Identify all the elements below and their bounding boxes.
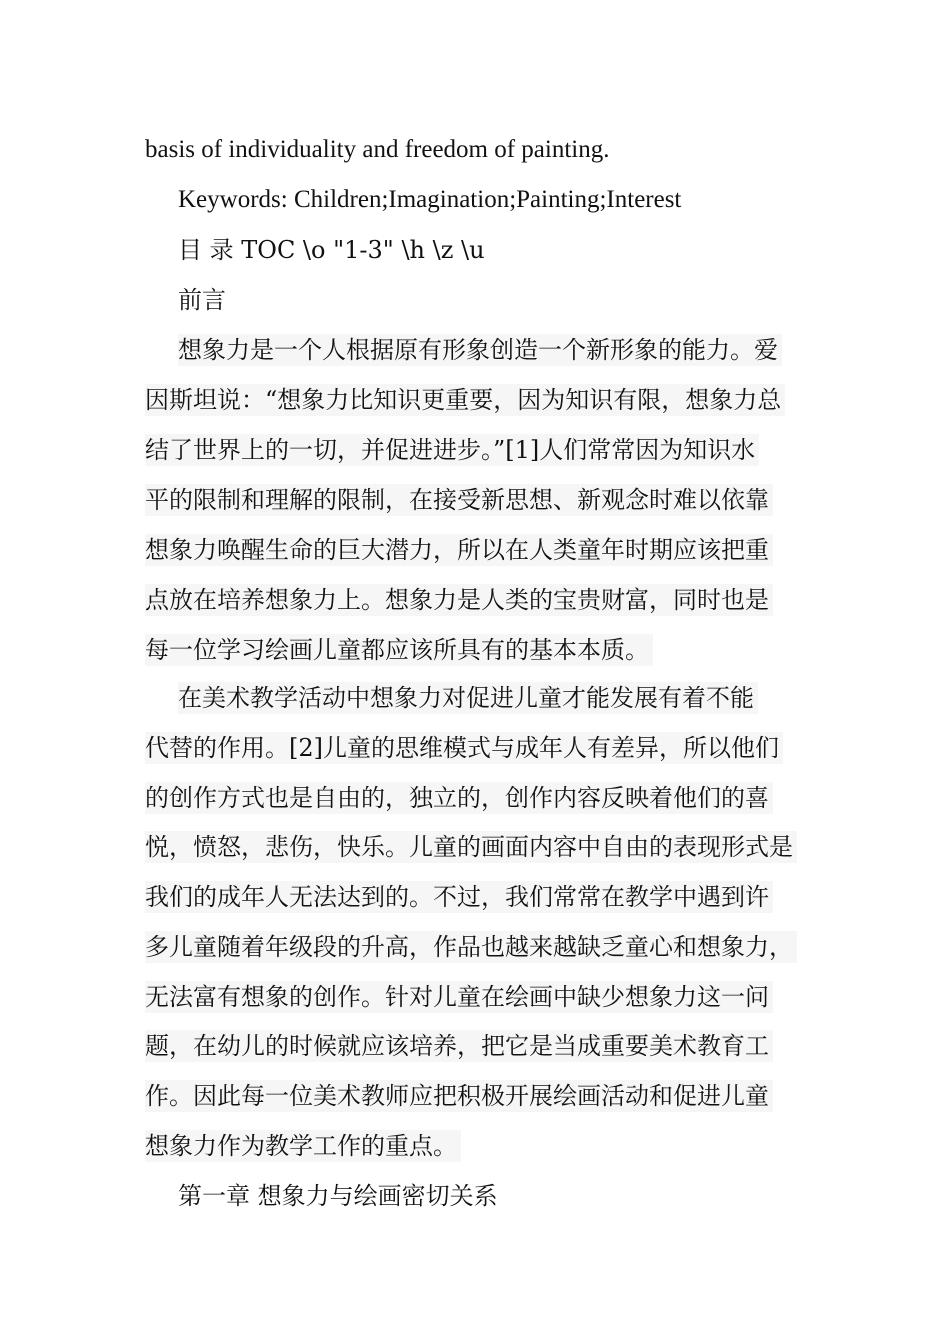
paragraph-line: 多儿童随着年级段的升高，作品也越来越缺乏童心和想象力， bbox=[145, 931, 797, 963]
preface-heading: 前言 bbox=[178, 286, 226, 314]
paragraph-line: 的创作方式也是自由的，独立的，创作内容反映着他们的喜 bbox=[145, 782, 773, 814]
paragraph-line: 题，在幼儿的时候就应该培养，把它是当成重要美术教育工 bbox=[145, 1030, 773, 1062]
toc-field-line: 目 录 TOC \o "1-3" \h \z \u bbox=[178, 236, 485, 264]
paragraph-line: 每一位学习绘画儿童都应该所具有的基本本质。 bbox=[145, 634, 653, 666]
paragraph-line: 在美术教学活动中想象力对促进儿童才能发展有着不能 bbox=[178, 682, 758, 714]
paragraph-line: 代替的作用。[2]儿童的思维模式与成年人有差异，所以他们 bbox=[145, 732, 783, 764]
paragraph-line: 想象力唤醒生命的巨大潜力，所以在人类童年时期应该把重 bbox=[145, 534, 773, 566]
paragraph-line: 因斯坦说：“想象力比知识更重要，因为知识有限，想象力总 bbox=[145, 384, 785, 416]
chapter-heading: 第一章 想象力与绘画密切关系 bbox=[178, 1182, 498, 1210]
paragraph-line: 结了世界上的一切，并促进进步。”[1]人们常常因为知识水 bbox=[145, 434, 759, 466]
abstract-tail-line: basis of individuality and freedom of painting. bbox=[145, 136, 610, 163]
paragraph-line: 想象力作为教学工作的重点。 bbox=[145, 1130, 461, 1162]
paragraph-line: 作。因此每一位美术教师应把积极开展绘画活动和促进儿童 bbox=[145, 1080, 773, 1112]
paragraph-line: 点放在培养想象力上。想象力是人类的宝贵财富，同时也是 bbox=[145, 584, 773, 616]
paragraph-line: 悦，愤怒，悲伤，快乐。儿童的画面内容中自由的表现形式是 bbox=[145, 831, 797, 863]
paragraph-line: 想象力是一个人根据原有形象创造一个新形象的能力。爱 bbox=[178, 334, 782, 366]
keywords-line: Keywords: Children;Imagination;Painting;Interest bbox=[178, 186, 682, 213]
paragraph-line: 无法富有想象的创作。针对儿童在绘画中缺少想象力这一问 bbox=[145, 981, 773, 1013]
paragraph-line: 我们的成年人无法达到的。不过，我们常常在教学中遇到许 bbox=[145, 881, 773, 913]
paragraph-line: 平的限制和理解的限制，在接受新思想、新观念时难以依靠 bbox=[145, 484, 773, 516]
